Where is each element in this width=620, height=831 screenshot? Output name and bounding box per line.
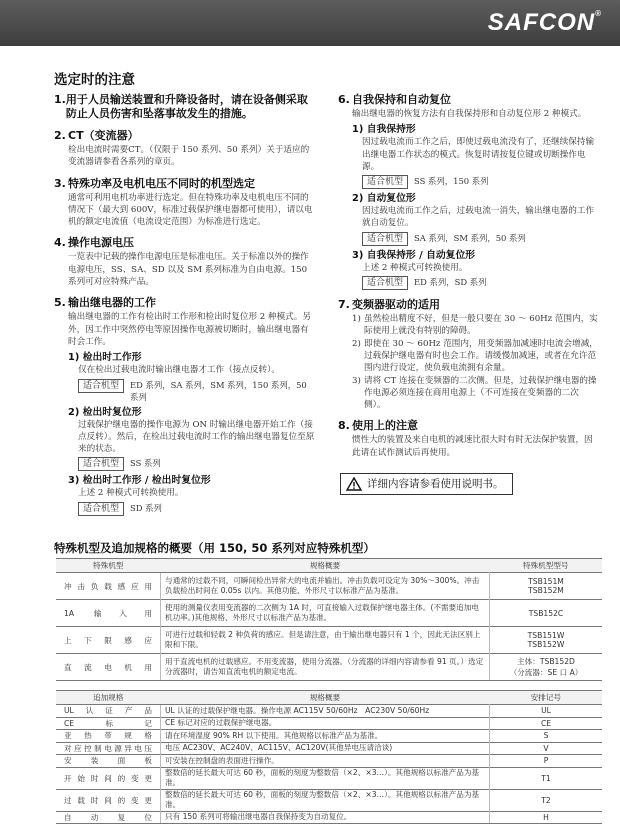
model-tag: 适合机型 [362, 175, 408, 189]
section-body: 输出继电器的工作有检出时工作形和检出时复位形 2 种模式。另外，因工作中突然停电等原因操作电源被切断时，输出继电器有时会工作。 [68, 312, 311, 347]
subsection-title: 2) 自动复位形 [352, 193, 416, 205]
row-name: 上下限感应 [56, 627, 161, 654]
list-item [352, 375, 598, 412]
section-title: 特殊功率及电机电压不同时的机型选定 [68, 176, 255, 190]
table-row [56, 573, 602, 600]
section-body: 检出电流时需要CT。（仅限于 150 系列、50 系列）关于适应的变流器请参看各系列的章页。 [68, 145, 310, 168]
subsection-title: 3) 自我保持形 / 自动复位形 [352, 249, 476, 261]
section-num: 8. [338, 419, 350, 433]
row-name: 亚热带规格 [56, 730, 161, 743]
row-name: 对应控制电源异电压 [56, 742, 161, 755]
page-title: 选定时的注意 [54, 72, 135, 88]
model-list: SA 系列，SM 系列，50 系列 [414, 232, 526, 243]
row-desc: 使用的测量仪表用变流器的二次侧为 1A 时，可直接输入过载保护继电器主体。(不需要追加电机功率。)其他规格、外形尺寸以标准产品为基准。 [161, 600, 490, 627]
subsection-text: 仅在检出过载电流时输出继电器才工作（接点反转）。 [78, 365, 280, 376]
model-row [68, 502, 316, 516]
section-body: 一览表中记载的操作电源电压是标准电压。关于标准以外的操作电源电压，SS、SA、SD 以及 SM 系列标准为自由电源。150 系列可对应特殊产品。 [68, 252, 309, 288]
subsection-text: 上述 2 种模式可转换使用。 [78, 488, 184, 499]
section-num: 7. [338, 298, 350, 312]
row-desc: 可安装在控制盘的表面进行操作。 [161, 755, 490, 768]
list-num: 1) [352, 314, 361, 325]
subsection-title: 2) 检出时复位形 [68, 406, 142, 418]
section-1 [54, 93, 316, 121]
model-tag: 适合机型 [362, 232, 408, 246]
table-row [56, 811, 602, 824]
section-num: 3. [54, 176, 66, 190]
row-code: H [490, 811, 603, 824]
table-row [56, 789, 602, 811]
column-header: 特殊机型 [56, 559, 161, 573]
row-code: TSB151W TSB152W [490, 627, 603, 654]
column-header: 规格概要 [161, 691, 490, 705]
table-row [56, 767, 602, 789]
model-list: SD 系列 [130, 502, 162, 513]
table-row [56, 705, 602, 718]
additional-specs-table [56, 690, 602, 824]
subsection [54, 406, 316, 472]
section-body: 通常可利用电机功率进行选定。但在特殊功率及电机电压不同的情况下（最大到 600V，标准过载保护继电器都可使用），请以电机的额定电流值（电流设定范围）为标准进行选定。 [68, 192, 313, 228]
subsection [54, 474, 316, 515]
list-text: 请将 CT 连接在变频器的二次侧。但是，过载保护继电器的操作电源必须连接在商用电源上（不可连接在变频器的二次侧）。 [364, 375, 597, 411]
row-name: 1A 输入用 [56, 600, 161, 627]
row-name: CE标记 [56, 717, 161, 730]
section-5 [54, 296, 316, 515]
section-3 [54, 177, 316, 229]
section-title: 自我保持和自动复位 [352, 93, 451, 106]
special-models-title: 特殊机型及追加规格的概要（用 150, 50 系列对应特殊机型） [54, 541, 375, 555]
row-code: S [490, 730, 603, 743]
row-name: UL认证产品 [56, 705, 161, 718]
left-column [54, 93, 316, 524]
row-code: V [490, 742, 603, 755]
section-title: CT（变流器） [68, 129, 139, 142]
row-desc: 整数倍的延长最大可达 60 秒，面板的刻度为整数倍（×2、×3…）。其他规格以标准产品为基准。 [161, 767, 490, 789]
model-tag: 适合机型 [78, 502, 124, 516]
row-desc: 整数倍的延长最大可达 60 秒，面板的刻度为整数倍（×2、×3…）。其他规格以标准产品为基准。 [161, 789, 490, 811]
section-body: 惯性大的装置及来自电机的减速比很大时有时无法保护装置，因此请在试作测试后再使用。 [352, 435, 593, 458]
section-title: 操作电源电压 [68, 236, 134, 250]
row-name: 过载时间的变更 [56, 789, 161, 811]
row-name: 开始时间的变更 [56, 767, 161, 789]
model-row [352, 276, 598, 290]
section-8 [338, 419, 598, 459]
list-item [352, 313, 598, 338]
subsection [338, 123, 598, 189]
section-4 [54, 236, 316, 288]
subsection [54, 351, 316, 402]
row-code: TSB151M TSB152M [490, 573, 603, 600]
subsection-text: 因过载电流而工作之后，即使过载电流没有了，还继续保持输出继电器工作状态的模式。恢复时请按复位键或切断操作电源。 [362, 137, 595, 172]
subsection-text: 上述 2 种模式可转换使用。 [362, 262, 468, 273]
model-list: SS 系列 [130, 458, 161, 469]
row-desc: 可进行过载和轻载 2 种负荷的感应。但是请注意，由于输出继电器只有 1 个，因此无法区别上限和下限。 [161, 627, 490, 654]
list-num: 3) [352, 375, 361, 386]
brand-logo: SAFCON® [487, 9, 602, 36]
row-name: 冲击负载感应用 [56, 573, 161, 600]
model-list: SS 系列，150 系列 [414, 176, 489, 187]
column-header: 特殊机型型号 [490, 559, 603, 573]
list-num: 2) [352, 338, 361, 349]
model-tag: 适合机型 [78, 457, 124, 471]
row-name: 安装面板 [56, 755, 161, 768]
table-row [56, 600, 602, 627]
row-desc: 只有 150 系列可将输出继电器自我保持变为自动复位。 [161, 811, 490, 824]
table-row [56, 627, 602, 654]
section-num: 1. [54, 93, 66, 106]
table-header-row [56, 559, 602, 573]
subsection-text: 过载保护继电器的操作电源为 ON 时输出继电器开始工作（接点反转）。然后，在检出过载电流时工作的输出继电器复位至原来的状态。 [78, 419, 315, 455]
row-code: CE [490, 717, 603, 730]
row-desc: 请在环境湿度 90% RH 以下使用。其他规格以标准产品为基准。 [161, 730, 490, 743]
row-code: T1 [490, 767, 603, 789]
subsection-text: 因过载电流而工作之后，过载电流一消失，输出继电器的工作就自动复位。 [362, 206, 595, 229]
list-text: 虽然检出精度不好，但是一般只要在 30 ～ 60Hz 范围内，实际使用上就没有特别的障碍。 [364, 314, 598, 337]
table-row [56, 755, 602, 768]
column-header: 规格概要 [161, 559, 490, 573]
row-code: T2 [490, 789, 603, 811]
section-num: 5. [54, 296, 66, 310]
subsection [338, 192, 598, 246]
section-body: 输出继电器的恢复方法有自我保持形和自动复位形 2 种模式。 [352, 109, 587, 119]
row-desc: UL 认证的过载保护继电器。操作电源 AC115V 50/60Hz AC230V 50/60Hz [161, 705, 490, 718]
header-bar [0, 0, 620, 46]
section-title: 输出继电器的工作 [68, 296, 156, 310]
special-models-table [56, 558, 602, 681]
section-7 [338, 298, 598, 411]
row-desc: CE 标记对应的过载保护继电器。 [161, 717, 490, 730]
column-header: 安排记号 [490, 691, 603, 705]
subsection-title: 3) 检出时工作形 / 检出时复位形 [68, 475, 211, 487]
subsection-title: 1) 自我保持形 [352, 124, 416, 136]
list-item [352, 338, 598, 375]
subsection [338, 249, 598, 290]
row-code: TSB152C [490, 600, 603, 627]
list-text: 即使在 30 ～ 60Hz 范围内，用变频器加减速时电流会增减，过载保护继电器有时也会工作。请缓慢加减速，或者在允许范围内进行设定，使负载电流拥有余量。 [364, 338, 598, 374]
row-desc: 与通常的过载不同，可瞬间检出异常大的电流并输出。冲击负载可设定为 30%～300%。冲击负载检出时间在 0.05s 以内。其他功能、外形尺寸以标准产品为基准。 [161, 573, 490, 600]
table-row [56, 717, 602, 730]
section-title: 用于人员输送装置和升降设备时，请在设备侧采取防止人员伤害和坠落事故发生的措施。 [65, 93, 308, 120]
table-row [56, 654, 602, 681]
row-code: 主体：TSB152D （分流器：SE 口 A） [490, 654, 603, 681]
section-num: 4. [54, 236, 66, 250]
column-header: 追加规格 [56, 691, 161, 705]
table-row [56, 730, 602, 743]
section-num: 2. [54, 129, 66, 142]
section-6 [338, 93, 598, 290]
row-desc: 电压 AC230V、AC240V、AC115V、AC120V(其他异电压请洽谈) [161, 742, 490, 755]
table-header-row [56, 691, 602, 705]
model-tag: 适合机型 [78, 379, 124, 393]
warning-icon [346, 477, 362, 491]
row-code: UL [490, 705, 603, 718]
right-column [338, 93, 598, 495]
row-name: 自动复位 [56, 811, 161, 824]
model-tag: 适合机型 [362, 276, 408, 290]
row-code: P [490, 755, 603, 768]
section-title: 变频器驱动的适用 [352, 298, 440, 312]
section-title: 使用上的注意 [352, 419, 418, 433]
row-desc: 用于直流电机的过载感应。不用变流器，使用分流器。（分流器的详细内容请参看 91 页。）选定分流器时，请告知直流电机的额定电流。 [161, 654, 490, 681]
warning-box [340, 473, 513, 495]
row-name: 直流电机用 [56, 654, 161, 681]
section-body [338, 313, 598, 411]
subsection-title: 1) 检出时工作形 [68, 352, 142, 364]
model-row [68, 379, 316, 403]
warning-text: 详细内容请参看使用说明书。 [367, 477, 504, 490]
model-list: ED 系列，SD 系列 [414, 277, 487, 288]
model-row [352, 175, 598, 189]
section-num: 6. [338, 93, 350, 106]
model-row [68, 457, 316, 471]
model-list: ED 系列，SA 系列，SM 系列，150 系列，50 系列 [130, 379, 307, 402]
section-2 [54, 129, 316, 169]
table-row [56, 742, 602, 755]
model-row [352, 232, 598, 246]
